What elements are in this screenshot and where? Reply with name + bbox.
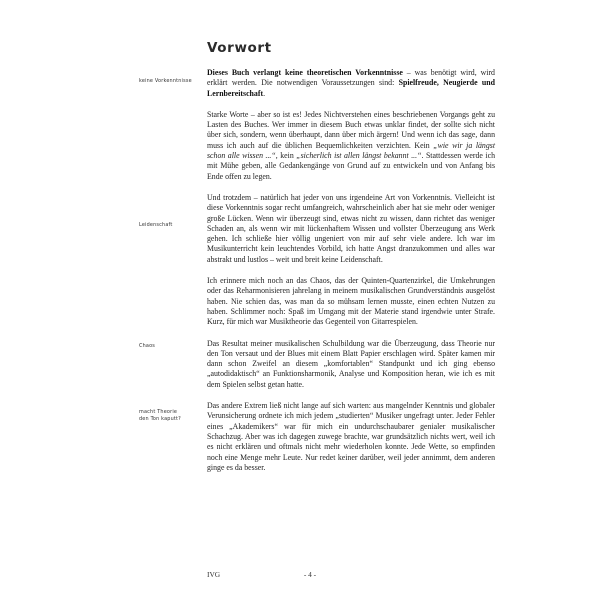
paragraph-3: Und trotzdem – natürlich hat jeder von uns irgendeine Art von Vorkenntnis. Vielleicht ist diese Vorkenntnis sogar recht umfangreich, wahrscheinlich aber hat sie mehr oder weniger große Lücken. Wenn wir überzeugt sind, etwas nicht zu wissen, dann richtet das weniger Schaden an, als wenn wir mit lückenhaftem Wissen und vollster Überzeugung ans Werk gehen. Ich schließe hier völlig ungeniert von mir auf sehr viele andere. Ich war im Musikunterricht kein leuchtendes Vorbild, ich hatte Angst dranzukommen und alles war abstrakt und lustlos – weit und breit keine Leidenschaft.	[207, 192, 495, 264]
italic-quote: „wie wir ja längst schon alle wissen ...“	[207, 140, 495, 161]
paragraph-5: Das Resultat meiner musikalischen Schulbildung war die Überzeugung, dass Theorie nur den Ton versaut und der Blues mit einem Blatt Papier erschlagen wird. Später kamen mir dann schon Zweifel an diesem „komfortablen“ Standpunkt und ich ging ebenso „autodidaktisch“ an Funktionsharmonik, Analyse und Komposition heran, wie ich es mit dem Spielen selbst getan hatte.	[207, 338, 495, 389]
margin-note-keine-vorkenntnisse	[139, 78, 201, 85]
page-title: Vorwort	[207, 40, 272, 56]
italic-quote: „sicherlich ist allen längst bekannt ...“	[296, 151, 422, 161]
margin-note-line: macht Theorie	[139, 409, 178, 415]
margin-note-chaos	[139, 343, 201, 350]
margin-note-line: Chaos	[139, 343, 156, 349]
bold-phrase: Spielfreude, Neugierde und Lernbereitschaft	[207, 78, 495, 98]
text-run: – was benötigt wird, wird erklärt werden. Die notwendigen Voraussetzungen sind:	[207, 68, 495, 88]
paragraph-1	[207, 68, 495, 99]
text-run: . Stattdessen werde ich mit Mühe geben, alle Gedankengänge von Grund auf zu entwickeln und von Anfang bis Ende offen zu legen.	[207, 151, 496, 181]
margin-note-theorie	[139, 409, 201, 423]
bold-phrase: Dieses Buch verlangt keine theoretischen Vorkenntnisse	[207, 68, 403, 77]
paragraph-6: Das andere Extrem ließ nicht lange auf sich warten: aus mangelnder Kenntnis und globaler Verunsicherung ordnete ich mich jedem „studierten“ Musiker ungefragt unter. Jeder Fehler eines „Akademikers“ war für mich ein undurchschaubarer genialer musikalischer Schachzug. Aber was ich dagegen zuwege brachte, war grundsätzlich nichts wert, weil ich es nicht erklären und oftmals nicht mehr wiederholen konnte. Jede Wette, so empfinden noch eine Menge mehr Leute. Nur redet keiner darüber, weil jeder annimmt, dem anderen ginge es da besser.	[207, 401, 495, 472]
margin-note-line: keine Vorkenntnisse	[139, 78, 192, 84]
text-run: .	[263, 88, 266, 98]
page-number: - 4 -	[303, 570, 317, 579]
text-run: Starke Worte – aber so ist es! Jedes Nichtverstehen eines beschriebenen Vorgangs geht zu Lasten des Buches. Wer immer in diesem Buch etwas unklar findet, der sollte sich nicht über sich, sondern, wenn überhaupt, dann über mich ärgern! Und wenn ich das sage, dann muss ich auch auf die üblichen Bequemlichkeiten verzichten. Kein	[207, 109, 495, 150]
footer-publisher: IVG	[207, 570, 221, 579]
margin-note-leidenschaft	[139, 222, 201, 229]
text-run: , kein	[275, 151, 297, 161]
margin-note-line: Leidenschaft	[139, 222, 173, 228]
paragraph-2	[207, 110, 495, 182]
paragraph-4: Ich erinnere mich noch an das Chaos, das der Quinten-Quartenzirkel, die Umkehrungen oder das Reharmonisieren jahrelang in meinem musikalischen Grundverständnis ausgelöst haben. Nie schien das, was man da so mühsam lernen musste, einen echten Nutzen zu haben. Schlimmer noch: Spaß im Umgang mit der Materie stand irgendwie unter Strafe. Kurz, für mich war Musiktheorie das Gegenteil von Gitarrespielen.	[207, 276, 495, 327]
body-text	[207, 68, 495, 484]
margin-note-line: den Ton kaputt?	[139, 416, 181, 422]
